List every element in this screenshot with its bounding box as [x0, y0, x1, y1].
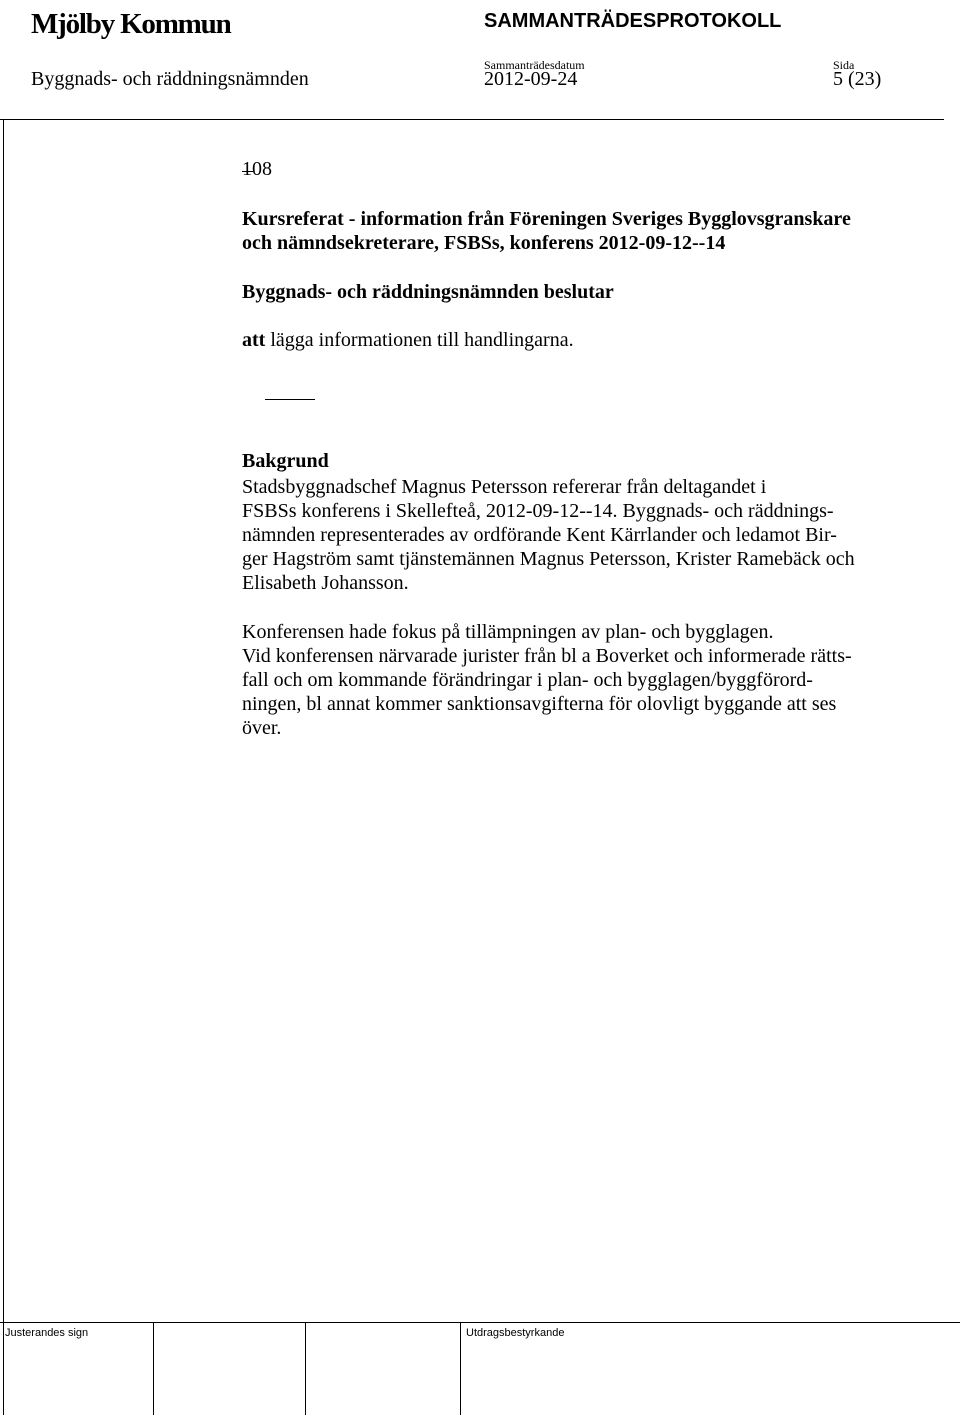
signature-box-divider [153, 1322, 154, 1415]
item-title [242, 207, 922, 255]
certifier-label: Utdragsbestyrkande [466, 1327, 565, 1339]
decision-lead: att [242, 329, 266, 351]
conference-paragraph [242, 620, 852, 740]
signature-box-divider [460, 1322, 461, 1415]
text-line: Vid konferensen närvarade jurister från bl a Boverket och informerade rätts- [242, 645, 852, 667]
text-line: Elisabeth Johansson. [242, 572, 409, 594]
background-paragraph [242, 475, 855, 595]
document-type: SAMMANTRÄDESPROTOKOLL [484, 10, 782, 32]
text-line: Stadsbyggnadschef Magnus Petersson refererar från deltagandet i [242, 476, 767, 498]
item-title-line: Kursreferat - information från Föreningen Sveriges Bygglovsgranskare [242, 208, 851, 230]
text-line: ningen, bl annat kommer sanktionsavgifterna för olovligt byggande att ses [242, 693, 837, 715]
decision-body: lägga informationen till handlingarna. [270, 329, 574, 351]
text-line: Konferensen hade fokus på tillämpningen av plan- och bygglagen. [242, 621, 774, 643]
text-line: fall och om kommande förändringar i plan- och bygglagen/byggförord- [242, 669, 813, 691]
text-line: nämnden representerades av ordförande Kent Kärrlander och ledamot Bir- [242, 524, 837, 546]
decision-text [242, 329, 574, 352]
section-separator [265, 399, 315, 400]
meeting-date-label: Sammanträdesdatum [484, 58, 585, 72]
footer-divider [0, 1322, 960, 1323]
signature-box-divider [305, 1322, 306, 1415]
meeting-date: 2012-09-24 [484, 68, 578, 90]
page-label: Sida [833, 58, 855, 72]
left-margin-rule [3, 119, 4, 1415]
decision-heading: Byggnads- och räddningsnämnden beslutar [242, 281, 614, 303]
header-divider [0, 119, 944, 120]
adjuster-sign-label: Justerandes sign [5, 1327, 89, 1339]
paragraph-number: 108 [242, 158, 272, 180]
background-heading: Bakgrund [242, 450, 329, 472]
text-line: ger Hagström samt tjänstemännen Magnus Petersson, Krister Ramebäck och [242, 548, 855, 570]
text-line: FSBSs konferens i Skellefteå, 2012-09-12--14. Byggnads- och räddnings- [242, 500, 834, 522]
committee-name: Byggnads- och räddningsnämnden [31, 68, 309, 90]
page-number: 5 (23) [833, 68, 882, 90]
item-title-line: och nämndsekreterare, FSBSs, konferens 2012-09-12--14 [242, 232, 726, 254]
municipality-name: Mjölby Kommun [31, 8, 231, 40]
text-line: över. [242, 717, 282, 739]
